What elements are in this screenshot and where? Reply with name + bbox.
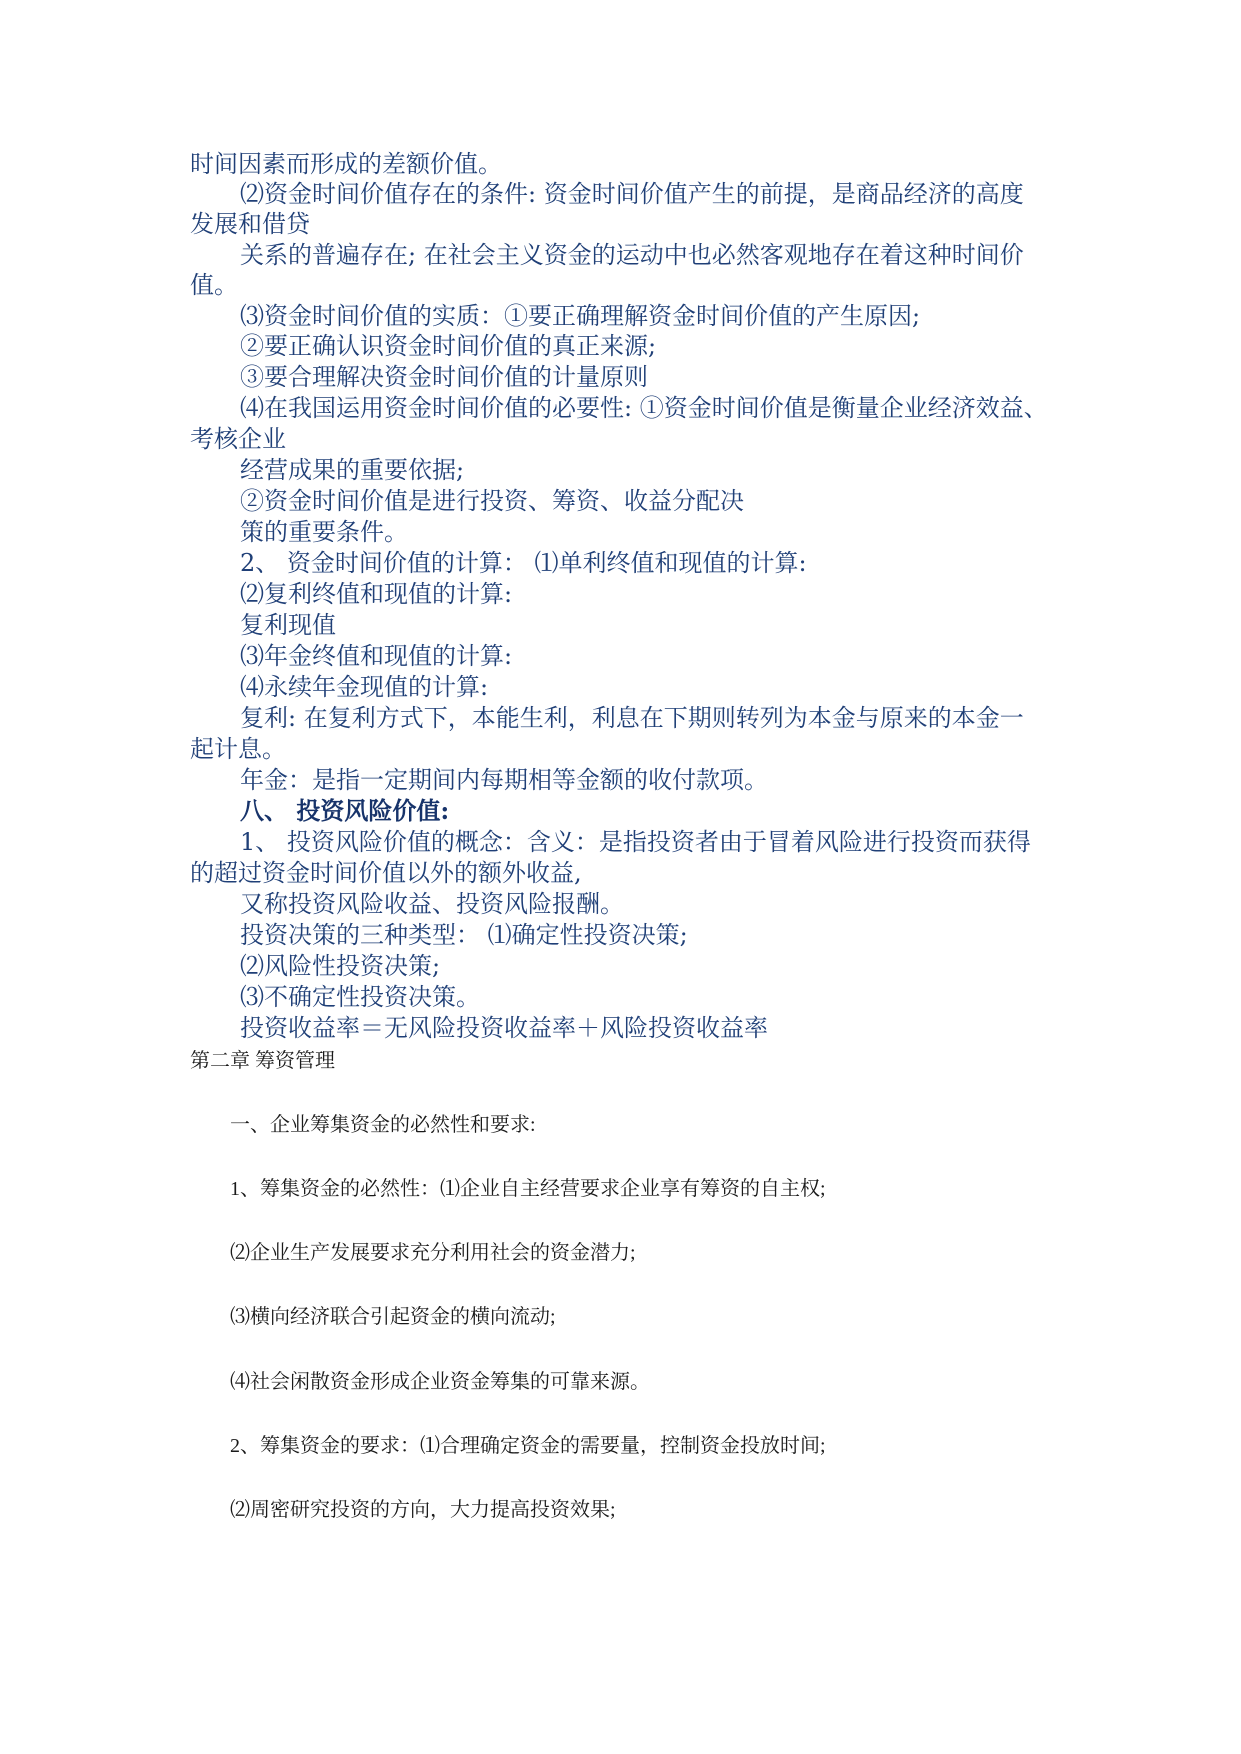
- text-line: ⑶年金终值和现值的计算:: [240, 642, 513, 670]
- text-line: 时间因素而形成的差额价值。: [190, 150, 502, 178]
- section-heading: 八、 投资风险价值:: [240, 796, 450, 825]
- text-line: ②资金时间价值是进行投资、筹资、收益分配决: [240, 487, 744, 515]
- text-line: 发展和借贷: [190, 210, 310, 238]
- text-line: 起计息。: [190, 735, 286, 763]
- text-line: ⑶资金时间价值的实质：①要正确理解资金时间价值的产生原因;: [240, 302, 921, 330]
- text-line: 2、筹集资金的要求：⑴合理确定资金的需要量，控制资金投放时间;: [230, 1435, 826, 1457]
- text-line: 投资决策的三种类型： ⑴确定性投资决策;: [240, 921, 688, 949]
- text-line: 经营成果的重要依据;: [240, 456, 465, 484]
- text-line: ⑷在我国运用资金时间价值的必要性: ①资金时间价值是衡量企业经济效益、: [240, 394, 1048, 422]
- text-line: ⑵风险性投资决策;: [240, 952, 441, 980]
- text-line: ⑶不确定性投资决策。: [240, 983, 480, 1011]
- text-line: 考核企业: [190, 425, 286, 453]
- text-line: 的超过资金时间价值以外的额外收益,: [190, 859, 582, 887]
- text-line: ⑵复利终值和现值的计算:: [240, 580, 513, 608]
- text-line: 1、筹集资金的必然性：⑴企业自主经营要求企业享有筹资的自主权;: [230, 1178, 826, 1200]
- text-line: 关系的普遍存在; 在社会主义资金的运动中也必然客观地存在着这种时间价: [240, 241, 1024, 269]
- text-line: ⑵周密研究投资的方向，大力提高投资效果;: [230, 1499, 616, 1521]
- text-line: 2、 资金时间价值的计算： ⑴单利终值和现值的计算:: [240, 549, 807, 577]
- text-line: 投资收益率＝无风险投资收益率＋风险投资收益率: [240, 1014, 768, 1042]
- text-line: 一、企业筹集资金的必然性和要求:: [230, 1114, 536, 1136]
- text-line: ⑵企业生产发展要求充分利用社会的资金潜力;: [230, 1242, 636, 1264]
- text-line: ⑶横向经济联合引起资金的横向流动;: [230, 1306, 556, 1328]
- text-line: 值。: [190, 271, 238, 299]
- chapter-title: 第二章 筹资管理: [190, 1050, 335, 1072]
- text-line: ⑷社会闲散资金形成企业资金筹集的可靠来源。: [230, 1371, 650, 1393]
- text-line: ⑵资金时间价值存在的条件: 资金时间价值产生的前提，是商品经济的高度: [240, 180, 1024, 208]
- text-line: ③要合理解决资金时间价值的计量原则: [240, 363, 648, 391]
- text-line: 年金：是指一定期间内每期相等金额的收付款项。: [240, 766, 768, 794]
- text-line: ②要正确认识资金时间价值的真正来源;: [240, 332, 657, 360]
- text-line: 复利现值: [240, 611, 336, 639]
- text-line: 复利: 在复利方式下，本能生利，利息在下期则转列为本金与原来的本金一: [240, 704, 1024, 732]
- text-line: ⑷永续年金现值的计算:: [240, 673, 489, 701]
- text-line: 又称投资风险收益、投资风险报酬。: [240, 890, 624, 918]
- text-line: 策的重要条件。: [240, 518, 408, 546]
- text-line: 1、 投资风险价值的概念：含义：是指投资者由于冒着风险进行投资而获得: [240, 828, 1031, 856]
